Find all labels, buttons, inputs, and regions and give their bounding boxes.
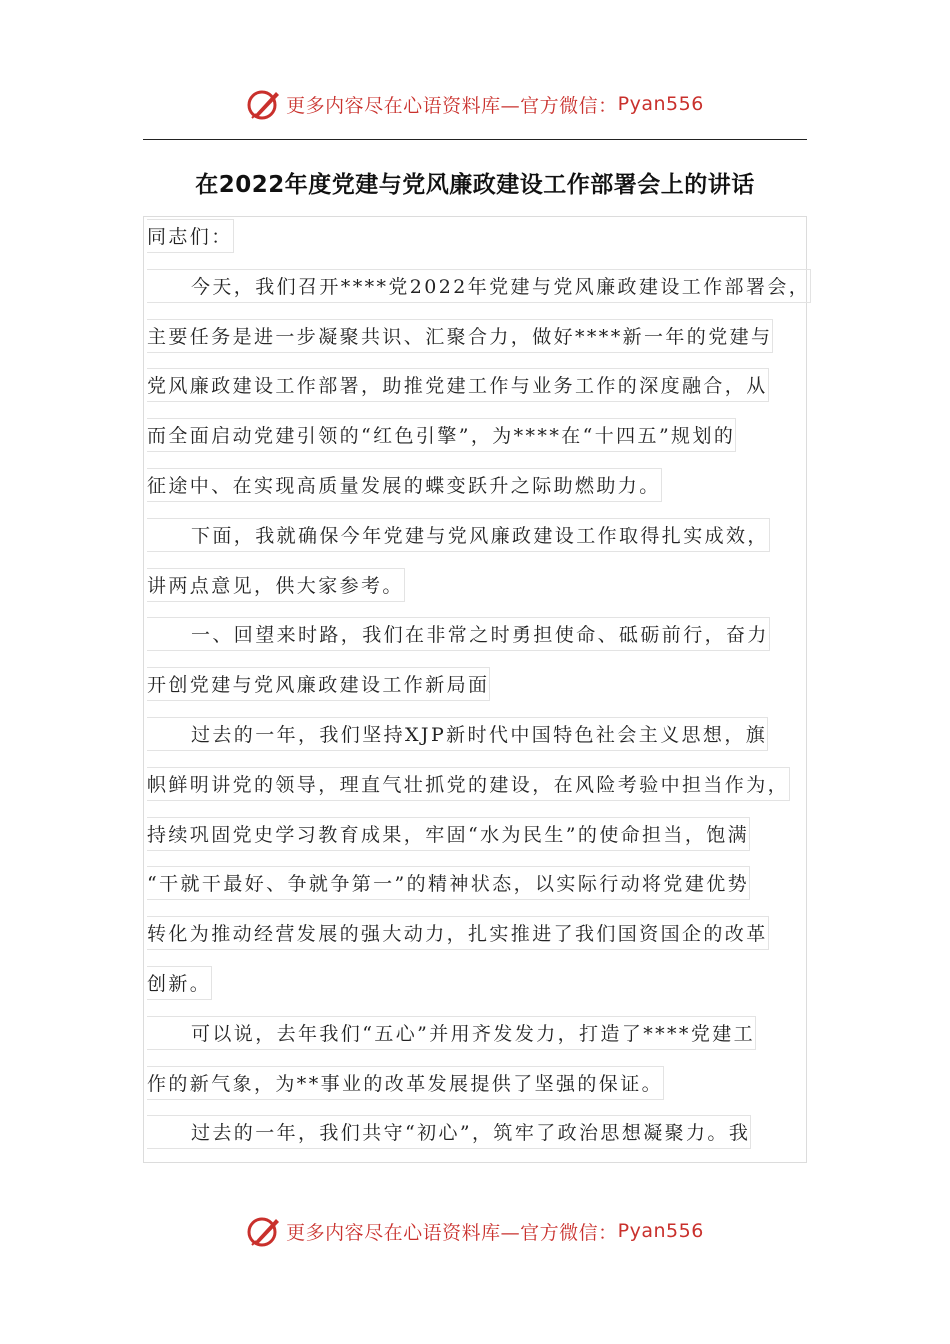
- text-line: “干就干最好、争就争第一”的精神状态，以实际行动将党建优势: [147, 866, 750, 900]
- text-line: 帜鲜明讲党的领导，理直气壮抓党的建设，在风险考验中担当作为，: [147, 767, 790, 801]
- text-line: 创新。: [147, 966, 212, 1000]
- banner-text: 更多内容尽在心语资料库—官方微信：: [286, 94, 618, 117]
- document-title: 在2022年度党建与党风廉政建设工作部署会上的讲话: [195, 172, 755, 198]
- text-line: 而全面启动党建引领的“红色引擎”，为****在“十四五”规划的: [147, 418, 736, 452]
- text-line: 讲两点意见，供大家参考。: [147, 568, 405, 602]
- text-line: 征途中、在实现高质量发展的蝶变跃升之际助燃助力。: [147, 468, 662, 502]
- text-line: 开创党建与党风廉政建设工作新局面: [147, 667, 490, 701]
- wechat-id: Pyan556: [617, 1220, 704, 1242]
- text-line: 过去的一年，我们坚持XJP新时代中国特色社会主义思想，旗: [147, 717, 768, 751]
- text-line: 下面，我就确保今年党建与党风廉政建设工作取得扎实成效，: [147, 518, 770, 552]
- text-line: 转化为推动经营发展的强大动力，扎实推进了我们国资国企的改革: [147, 916, 769, 950]
- text-line: 可以说，去年我们“五心”并用齐发发力，打造了****党建工: [147, 1016, 756, 1050]
- text-line: 持续巩固党史学习教育成果，牢固“水为民生”的使命担当，饱满: [147, 817, 750, 851]
- quill-pen-circle-icon: [246, 1213, 282, 1249]
- text-line: 党风廉政建设工作部署，助推党建工作与业务工作的深度融合，从: [147, 368, 769, 402]
- footer-banner: [0, 1211, 950, 1251]
- text-line: 同志们：: [147, 219, 234, 253]
- quill-pen-circle-icon: [246, 86, 282, 122]
- text-line: 一、回望来时路，我们在非常之时勇担使命、砥砺前行，奋力: [147, 617, 770, 651]
- text-line: 主要任务是进一步凝聚共识、汇聚合力，做好****新一年的党建与: [147, 319, 773, 353]
- banner-text: 更多内容尽在心语资料库—官方微信：: [286, 1221, 618, 1244]
- header-banner: [0, 84, 950, 124]
- text-line: 作的新气象，为**事业的改革发展提供了坚强的保证。: [147, 1066, 664, 1100]
- header-rule: [143, 139, 807, 140]
- wechat-id: Pyan556: [617, 93, 704, 115]
- text-line: 今天，我们召开****党2022年党建与党风廉政建设工作部署会，: [147, 269, 811, 303]
- text-line: 过去的一年，我们共守“初心”，筑牢了政治思想凝聚力。我: [147, 1115, 751, 1149]
